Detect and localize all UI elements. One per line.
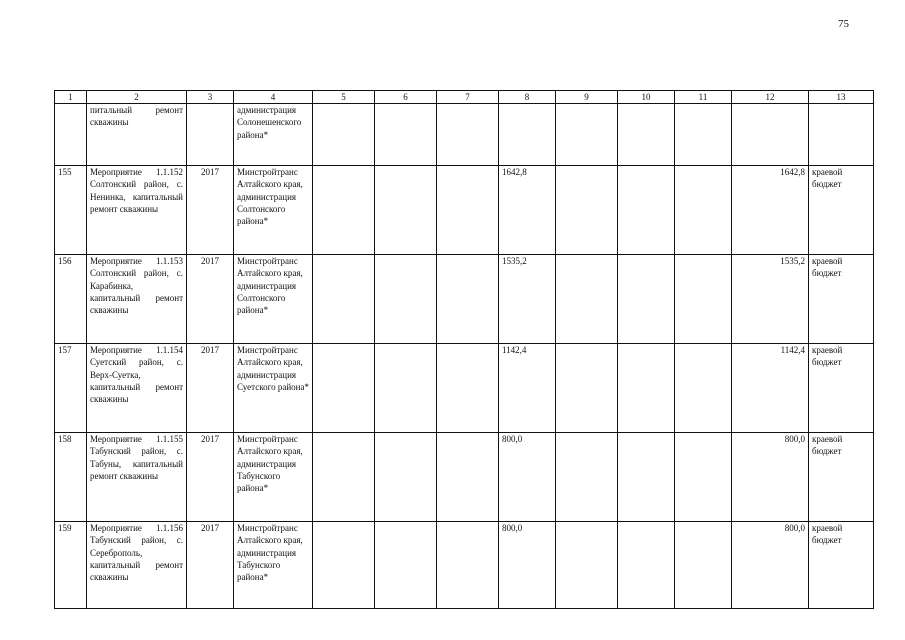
amount-2017-cell: 1142,4: [732, 344, 809, 433]
source-cell: краевой бюджет: [809, 433, 874, 522]
column-header: 4: [234, 91, 313, 104]
amount-2017-cell: 800,0: [732, 522, 809, 609]
table-cell: [375, 255, 437, 344]
table-row: [55, 344, 874, 433]
table-cell: [375, 433, 437, 522]
table-cell: [732, 104, 809, 166]
table-cell: [375, 344, 437, 433]
amount-total-cell: 1535,2: [499, 255, 556, 344]
table-cell: [675, 255, 732, 344]
year-cell: 2017: [187, 522, 234, 609]
table-cell: [618, 433, 675, 522]
executor-cell: Минстройтранс Алтайского края, администрация Солтонского района*: [234, 255, 313, 344]
table-cell: [809, 104, 874, 166]
table-cell: [556, 344, 618, 433]
continuation-row: [55, 104, 874, 166]
column-header: 10: [618, 91, 675, 104]
executor-cell: Минстройтранс Алтайского края, администрация Табунского района*: [234, 522, 313, 609]
table-cell: [313, 522, 375, 609]
table-cell: [556, 522, 618, 609]
table-cell: [675, 104, 732, 166]
table-cell: [675, 344, 732, 433]
amount-2017-cell: 1535,2: [732, 255, 809, 344]
row-number: 155: [55, 166, 87, 255]
table-cell: [55, 104, 87, 166]
row-number: 158: [55, 433, 87, 522]
table-cell: [437, 255, 499, 344]
table-cell: [675, 166, 732, 255]
table-row: [55, 166, 874, 255]
source-cell: краевой бюджет: [809, 166, 874, 255]
column-header: 5: [313, 91, 375, 104]
column-header: 9: [556, 91, 618, 104]
table-cell: [437, 344, 499, 433]
amount-total-cell: 800,0: [499, 522, 556, 609]
amount-total-cell: 800,0: [499, 433, 556, 522]
column-header: 1: [55, 91, 87, 104]
event-cell: Мероприятие 1.1.156 Табунский район, с. Сереброполь, капитальный ремонт скважины: [87, 522, 187, 609]
table-cell: [437, 522, 499, 609]
table-cell: [556, 104, 618, 166]
row-number: 156: [55, 255, 87, 344]
page-number: 75: [838, 18, 849, 30]
executor-cell: Минстройтранс Алтайского края, администрация Табунского района*: [234, 433, 313, 522]
event-cell: Мероприятие 1.1.152 Солтонский район, с. Ненинка, капитальный ремонт скважины: [87, 166, 187, 255]
table-cell: [437, 166, 499, 255]
table-cell: [618, 522, 675, 609]
column-header: 13: [809, 91, 874, 104]
table-cell: [313, 104, 375, 166]
source-cell: краевой бюджет: [809, 255, 874, 344]
table-cell: [313, 344, 375, 433]
table-cell: [375, 166, 437, 255]
table-cell: [313, 433, 375, 522]
table-cell: [187, 104, 234, 166]
table-cell: [375, 104, 437, 166]
row-number: 157: [55, 344, 87, 433]
year-cell: 2017: [187, 255, 234, 344]
amount-2017-cell: 800,0: [732, 433, 809, 522]
year-cell: 2017: [187, 166, 234, 255]
table-cell: [618, 344, 675, 433]
table-cell: [618, 255, 675, 344]
table-cell: [675, 433, 732, 522]
amount-2017-cell: 1642,8: [732, 166, 809, 255]
column-number-row: [55, 91, 874, 104]
table-row: [55, 522, 874, 609]
table-row: [55, 255, 874, 344]
table-cell: [618, 104, 675, 166]
executor-cell: администрация Солонешенского района*: [234, 104, 313, 166]
event-cell: Мероприятие 1.1.154 Суетский район, с. Верх-Суетка, капитальный ремонт скважины: [87, 344, 187, 433]
column-header: 2: [87, 91, 187, 104]
column-header: 3: [187, 91, 234, 104]
executor-cell: Минстройтранс Алтайского края, администрация Солтонского района*: [234, 166, 313, 255]
amount-total-cell: 1142,4: [499, 344, 556, 433]
table-cell: [437, 104, 499, 166]
column-header: 8: [499, 91, 556, 104]
column-header: 6: [375, 91, 437, 104]
table-cell: [313, 255, 375, 344]
table-cell: [556, 166, 618, 255]
table-cell: [556, 255, 618, 344]
table-cell: [437, 433, 499, 522]
column-header: 7: [437, 91, 499, 104]
table-cell: [556, 433, 618, 522]
report-table: [54, 90, 874, 609]
table-cell: [675, 522, 732, 609]
event-cell: питальный ремонт скважины: [87, 104, 187, 166]
source-cell: краевой бюджет: [809, 522, 874, 609]
row-number: 159: [55, 522, 87, 609]
column-header: 11: [675, 91, 732, 104]
amount-total-cell: 1642,8: [499, 166, 556, 255]
year-cell: 2017: [187, 433, 234, 522]
table-cell: [499, 104, 556, 166]
executor-cell: Минстройтранс Алтайского края, администрация Суетского района*: [234, 344, 313, 433]
table-cell: [375, 522, 437, 609]
event-cell: Мероприятие 1.1.155 Табунский район, с. Табуны, капитальный ремонт скважины: [87, 433, 187, 522]
year-cell: 2017: [187, 344, 234, 433]
table-cell: [618, 166, 675, 255]
table-cell: [313, 166, 375, 255]
column-header: 12: [732, 91, 809, 104]
table-row: [55, 433, 874, 522]
event-cell: Мероприятие 1.1.153 Солтонский район, с. Карабинка, капитальный ремонт скважины: [87, 255, 187, 344]
source-cell: краевой бюджет: [809, 344, 874, 433]
